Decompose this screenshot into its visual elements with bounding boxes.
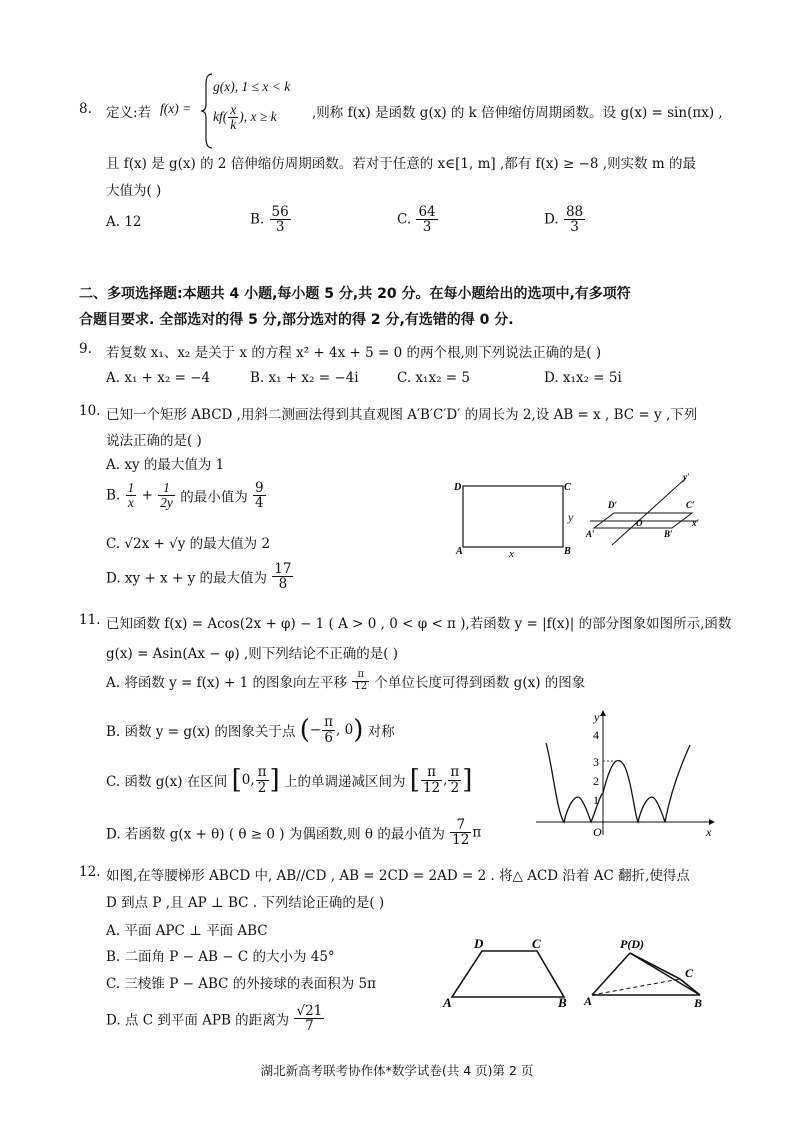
q10-option-b-frac1-num: 1 (127, 480, 135, 495)
q11-label-origin: O (593, 825, 602, 839)
q11-option-a-num: π (352, 670, 369, 682)
q12-fig1-label-a: A (443, 995, 452, 1010)
q12-option-d-pre: D. 点 C 到平面 APB 的距离为 (106, 1012, 290, 1029)
q10-option-b-frac3-den: 4 (255, 495, 264, 512)
q11-tick-1: 1 (593, 793, 599, 807)
q8-option-c-den: 3 (422, 219, 432, 236)
q8-option-a: A. 12 (106, 214, 142, 230)
q8-option-d (544, 205, 586, 234)
q12-stem-line2: D 到点 P ,且 AP ⊥ BC . 下列结论正确的是( ) (106, 895, 385, 911)
q12-fig2-label-c: C (685, 966, 694, 980)
q12-stem-line1: 如图,在等腰梯形 ABCD 中, AB//CD , AB = 2CD = 2AD = 2 . 将△ ACD 沿着 AC 翻折,使得点 (106, 868, 690, 884)
q8-piece2-frac (228, 103, 238, 132)
q11-option-d-pre: D. 若函数 g(x + θ) ( θ ≥ 0 ) 为偶函数,则 θ 的最小值为 (106, 826, 445, 843)
q8-option-b-num: 56 (271, 204, 289, 220)
q8-option-c-num: 64 (418, 204, 436, 220)
q11-option-b-rparen: ) (353, 715, 364, 745)
q8-option-d-den: 3 (570, 219, 579, 236)
q12-option-d (106, 1004, 325, 1033)
q12-fig2-label-b: B (694, 996, 703, 1010)
q8-option-b-den: 3 (275, 219, 285, 236)
q11-label-y: y (594, 710, 600, 724)
q10-option-d-den: 8 (278, 576, 288, 593)
q10-stem-line2: 说法正确的是( ) (106, 433, 202, 449)
q11-option-c-interval-frac: $\frac{\pi}{2}$ (257, 764, 267, 796)
q10-label-yprime: y′ (683, 472, 690, 482)
q12-option-d-den: 7 (305, 1018, 314, 1035)
q11-number: 11. (79, 612, 101, 628)
q8-option-d-frac (564, 205, 585, 234)
q9-number: 9. (79, 341, 92, 357)
q8-option-c (397, 205, 439, 234)
q10-label-b: B (564, 546, 571, 557)
q8-option-d-num: 88 (565, 204, 584, 220)
q8-number: 8. (79, 101, 92, 117)
q9-stem: 若复数 x₁、x₂ 是关于 x 的方程 x² + 4x + 5 = 0 的两个根,则下列说法正确的是( ) (106, 345, 602, 361)
q10-number: 10. (79, 403, 101, 419)
q10-label-y: y (568, 510, 574, 524)
q11-option-a-post: 个单位长度可得到函数 g(x) 的图象 (374, 675, 586, 691)
q10-label-xprime: x′ (692, 518, 700, 528)
q12-option-b: B. 二面角 P − AB − C 的大小为 45° (106, 949, 335, 965)
q11-tick-3: 3 (593, 755, 599, 769)
q10-option-b-frac2-den: 2y (160, 495, 173, 511)
q11-option-c-mid: 上的单调递减区间为 (283, 774, 406, 790)
q10-option-b-frac3 (253, 481, 266, 510)
q10-label-x: x (509, 548, 514, 558)
q11-option-c-pre: C. 函数 g(x) 在区间 (106, 774, 228, 790)
q12-option-d-frac (294, 1004, 324, 1033)
q10-option-b-mid: 的最小值为 (180, 489, 248, 506)
q11-option-b-pre: B. 函数 y = g(x) 的图象关于点 (106, 724, 296, 740)
q8-piece2-pre: kf( (213, 108, 228, 124)
q8-option-c-label: C. (397, 211, 412, 228)
q12-tetrahedron-figure (582, 935, 717, 1010)
q10-option-d-pre: D. xy + x + y 的最大值为 (106, 570, 267, 587)
q11-option-b-post: 对称 (367, 724, 395, 740)
q10-rectangle-figure (452, 478, 582, 558)
q8-stem-line1-pre: 定义:若 (106, 105, 152, 121)
q8-piece2-post: ), x ≥ k (239, 108, 277, 124)
q11-option-d (106, 818, 481, 847)
q12-fig2-label-pd: P(D) (620, 937, 644, 951)
q11-option-a (106, 670, 585, 692)
q10-option-b-plus: + (141, 487, 153, 504)
q10-yprime-axis (612, 478, 686, 545)
q11-stem-line1: 已知函数 f(x) = Acos(2x + φ) − 1 ( A > 0 , 0 < φ < π ),若函数 y = |f(x)| 的部分图象如图所示,函数 (106, 616, 732, 632)
q12-fig2-label-a: A (584, 994, 593, 1008)
q11-tick-2: 2 (593, 774, 599, 788)
q8-piece2 (213, 103, 277, 132)
q12-fig1-label-c: C (532, 936, 541, 951)
q11-label-x: x (706, 825, 712, 839)
q8-option-b-label: B. (250, 211, 265, 228)
q10-oblique-figure (580, 470, 705, 550)
q10-option-b-label: B. (106, 487, 121, 504)
q11-option-b-den: 6 (324, 729, 333, 746)
q10-label-d: D (454, 482, 462, 493)
q10-option-b-frac1-den: x (127, 495, 134, 511)
q11-option-c-answer-frac1: $\frac{\pi}{12}$ (422, 764, 441, 796)
q12-option-d-num: √21 (296, 1003, 323, 1019)
q12-option-c: C. 三棱锥 P − ABC 的外接球的表面积为 5π (106, 976, 376, 992)
q11-option-d-den: 12 (452, 832, 470, 849)
q11-option-d-frac (450, 818, 471, 847)
q11-option-d-num: 7 (450, 818, 471, 833)
q11-option-d-post: π (472, 824, 482, 841)
q9-option-c: C. x₁x₂ = 5 (397, 370, 470, 386)
q8-brace (200, 72, 214, 150)
section2-heading-line2: 合题目要求. 全部选对的得 5 分,部分选对的得 2 分,有选错的得 0 分. (79, 312, 514, 328)
q12-trapezoid (452, 951, 564, 997)
q10-option-d-num: 17 (274, 561, 292, 577)
q12-option-a: A. 平面 APC ⊥ 平面 ABC (106, 923, 268, 939)
q10-label-aprime: A′ (586, 529, 595, 539)
q10-option-c: C. √2x + √y 的最大值为 2 (106, 536, 271, 552)
q11-option-c: C. 函数 g(x) 在区间 [0, $\frac{\pi}{2}$ ] 上的单调递减区间为 [ $\frac{\pi}{12}$ , $\frac{\pi}{2}$ ] (106, 764, 473, 796)
q10-option-d (106, 562, 294, 591)
q11-option-b-frac (322, 715, 335, 744)
q10-label-c: C (564, 482, 571, 493)
q10-label-a: A (456, 546, 463, 557)
q11-curve (546, 743, 690, 822)
q10-stem-line1: 已知一个矩形 ABCD ,用斜二测画法得到其直观图 A′B′C′D′ 的周长为 2,设 AB = x , BC = y ,下列 (106, 407, 698, 423)
q11-option-c-answer-frac2: $\frac{\pi}{2}$ (450, 764, 460, 796)
q11-option-b: B. 函数 y = g(x) 的图象关于点 (− $\frac{\pi}{6}$ , 0) 对称 (106, 714, 395, 746)
q8-piece1: g(x), 1 ≤ x < k (213, 79, 291, 94)
q11-abs-fx-graph (530, 705, 720, 840)
q10-rectangle (463, 486, 563, 547)
q8-piece2-frac-num: x (230, 102, 237, 117)
q10-label-cprime: C′ (686, 500, 695, 510)
q11-option-a-pre: A. 将函数 y = f(x) + 1 的图象向左平移 (106, 675, 348, 691)
q8-stem-line2: 且 f(x) 是 g(x) 的 2 倍伸缩仿周期函数。若对于任意的 x∈[1, m] ,都有 f(x) ≥ −8 ,则实数 m 的最 (106, 156, 696, 172)
q9-option-d: D. x₁x₂ = 5i (544, 370, 622, 386)
q8-fx-label: f(x) = (160, 101, 192, 116)
q8-option-d-label: D. (544, 211, 559, 228)
q8-option-c-frac (416, 205, 437, 234)
q10-option-b-frac3-num: 9 (255, 480, 264, 496)
q10-option-d-frac (272, 562, 293, 591)
q10-option-b (106, 481, 267, 510)
q8-option-b (250, 205, 292, 234)
q11-tick-4: 4 (593, 728, 599, 742)
q9-option-a: A. x₁ + x₂ = −4 (106, 370, 211, 386)
page-footer: 湖北新高考联考协作体*数学试卷(共 4 页)第 2 页 (260, 1063, 534, 1078)
q8-piece2-frac-den: k (230, 117, 237, 133)
q8-option-b-frac (270, 205, 291, 234)
q12-fig1-label-b: B (558, 995, 567, 1010)
q10-option-b-frac1 (126, 481, 137, 510)
section2-heading-line1: 二、多项选择题:本题共 4 小题,每小题 5 分,共 20 分。在每小题给出的选项中,有多项符 (79, 286, 631, 302)
q10-label-o: O (636, 518, 643, 528)
q11-stem-line2: g(x) = Asin(Ax − φ) ,则下列结论不正确的是( ) (106, 646, 399, 662)
q10-option-a: A. xy 的最大值为 1 (106, 457, 225, 473)
q10-option-b-frac2-num: 1 (158, 481, 175, 496)
q12-number: 12. (79, 864, 101, 880)
q12-fig1-label-d: D (474, 936, 484, 951)
q12-trapezoid-figure (440, 935, 580, 1010)
q11-option-a-frac (352, 670, 369, 692)
q8-stem-line1-post: ,则称 f(x) 是函数 g(x) 的 k 倍伸缩仿周期函数。设 g(x) = sin(πx) , (312, 105, 723, 121)
q10-option-b-frac2 (158, 481, 175, 510)
q9-option-b: B. x₁ + x₂ = −4i (250, 370, 359, 386)
q11-option-a-den: 12 (354, 680, 368, 692)
q10-label-dprime: D′ (608, 500, 618, 510)
q11-option-b-num: π (324, 714, 334, 731)
q10-label-bprime: B′ (664, 529, 673, 539)
q11-option-b-lparen: ( (299, 715, 310, 745)
q8-stem-line3: 大值为( ) (106, 183, 162, 199)
